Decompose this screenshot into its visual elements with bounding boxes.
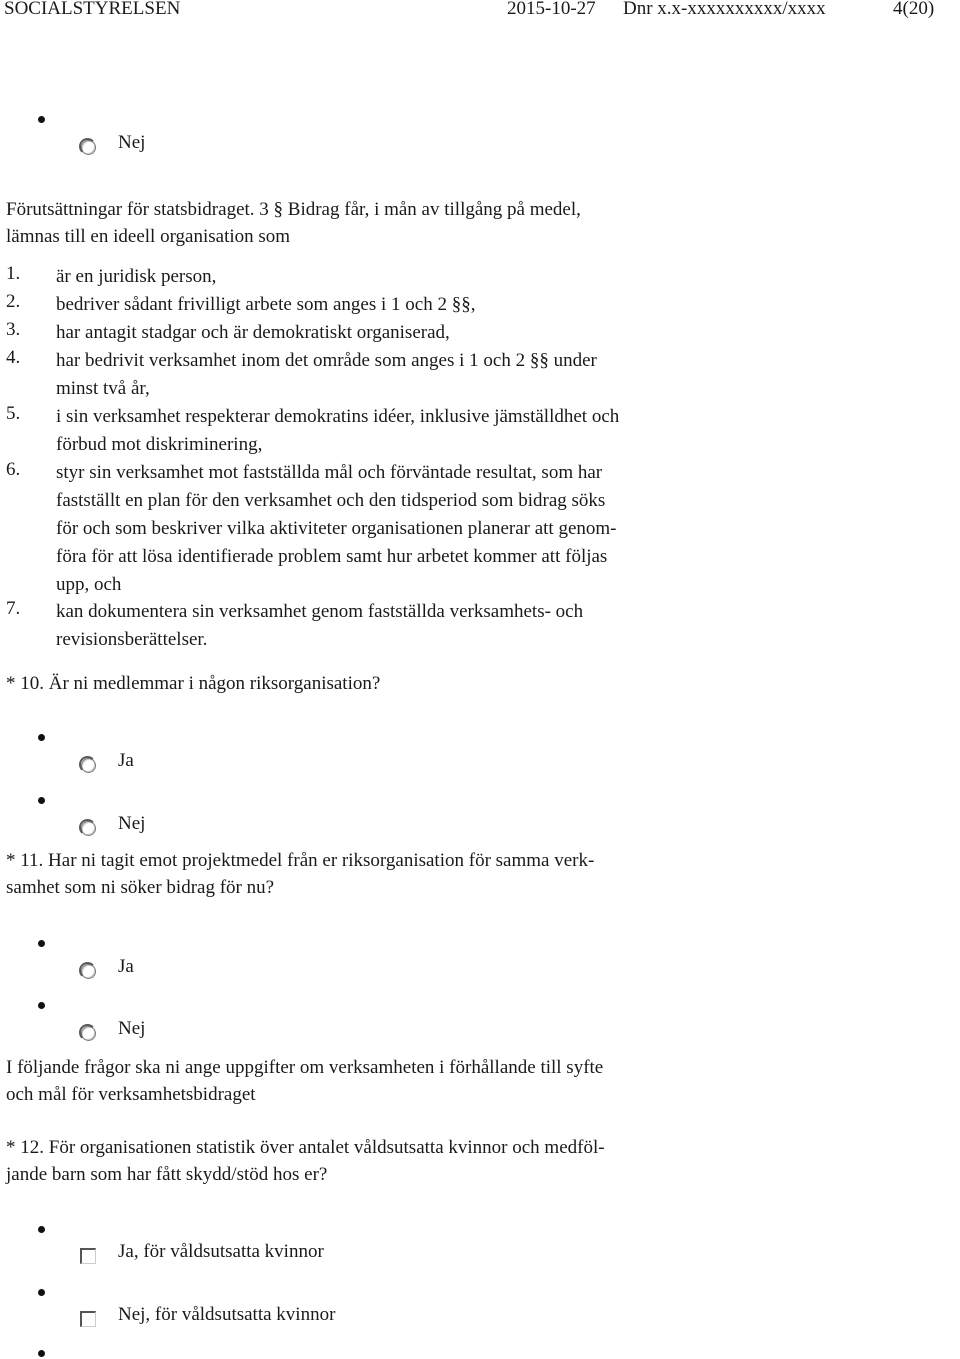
list-item-text: har bedrivit verksamhet inom det område som anges i 1 och 2 §§ under minst två år,: [56, 350, 597, 399]
radio-q11-ja[interactable]: [81, 964, 96, 979]
bullet-icon: [38, 1350, 45, 1357]
bullet-icon: [38, 1226, 45, 1233]
list-item-text: kan dokumentera sin verksamhet genom fastställda verksamhets- och revisionsberättelser.: [56, 601, 584, 650]
list-item-number: 7.: [6, 598, 21, 619]
list-item-text: styr sin verksamhet mot fastställda mål och förväntade resultat, som har fastställt en plan för den verksamhet och den tidsperiod som bidrag söks för och som beskriver vilka aktiviteter organisationen planerar att genom- föra för att lösa identifierade problem samt hur arbetet kommer att följas upp, och: [56, 462, 617, 595]
option-label-nej: Nej: [118, 813, 146, 834]
bullet-icon: [38, 797, 45, 804]
list-item-number: 3.: [6, 319, 21, 340]
header-org: SOCIALSTYRELSEN: [4, 0, 181, 19]
option-label-ja: Ja: [118, 750, 134, 771]
intro-line-2: lämnas till en ideell organisation som: [6, 226, 291, 247]
radio-q11-nej[interactable]: [81, 1026, 96, 1041]
header-page: 4(20): [893, 0, 935, 19]
checkbox-q12-ja[interactable]: [80, 1248, 96, 1264]
list-item-number: 5.: [6, 403, 21, 424]
radio-q10-ja[interactable]: [81, 758, 96, 773]
list-item-text: bedriver sådant frivilligt arbete som anges i 1 och 2 §§,: [56, 294, 476, 315]
option-label-ja-kvinnor: Ja, för våldsutsatta kvinnor: [118, 1241, 324, 1262]
question-12: * 12. För organisationen statistik över antalet våldsutsatta kvinnor och medföl- jande barn som har fått skydd/stöd hos er?: [6, 1137, 605, 1185]
question-11: * 11. Har ni tagit emot projektmedel från er riksorganisation för samma verk- samhet som ni söker bidrag för nu?: [6, 850, 595, 898]
option-label-nej: Nej: [118, 132, 146, 153]
list-item-number: 4.: [6, 347, 21, 368]
bullet-icon: [38, 1289, 45, 1296]
option-label-nej: Nej: [118, 1018, 146, 1039]
bullet-icon: [38, 1002, 45, 1009]
checkbox-q12-nej[interactable]: [80, 1311, 96, 1327]
bullet-icon: [38, 116, 45, 123]
option-label-ja: Ja: [118, 956, 134, 977]
bullet-icon: [38, 940, 45, 947]
radio-nej-top[interactable]: [81, 140, 96, 155]
list-item-text: är en juridisk person,: [56, 266, 217, 287]
list-item-number: 6.: [6, 459, 21, 480]
radio-q10-nej[interactable]: [81, 821, 96, 836]
header-date: 2015-10-27: [507, 0, 596, 19]
intro-line-1: Förutsättningar för statsbidraget. 3 § Bidrag får, i mån av tillgång på medel,: [6, 199, 581, 220]
section-note: I följande frågor ska ni ange uppgifter om verksamheten i förhållande till syfte och mål för verksamhetsbidraget: [6, 1057, 604, 1105]
list-item-text: har antagit stadgar och är demokratiskt organiserad,: [56, 322, 450, 343]
option-label-nej-kvinnor: Nej, för våldsutsatta kvinnor: [118, 1304, 336, 1325]
bullet-icon: [38, 734, 45, 741]
list-item-text: i sin verksamhet respekterar demokratins idéer, inklusive jämställdhet och förbud mot diskriminering,: [56, 406, 620, 455]
list-item-number: 2.: [6, 291, 21, 312]
header-dnr: Dnr x.x-xxxxxxxxxx/xxxx: [623, 0, 826, 19]
list-item-number: 1.: [6, 263, 21, 284]
question-10: * 10. Är ni medlemmar i någon riksorganisation?: [6, 673, 381, 694]
